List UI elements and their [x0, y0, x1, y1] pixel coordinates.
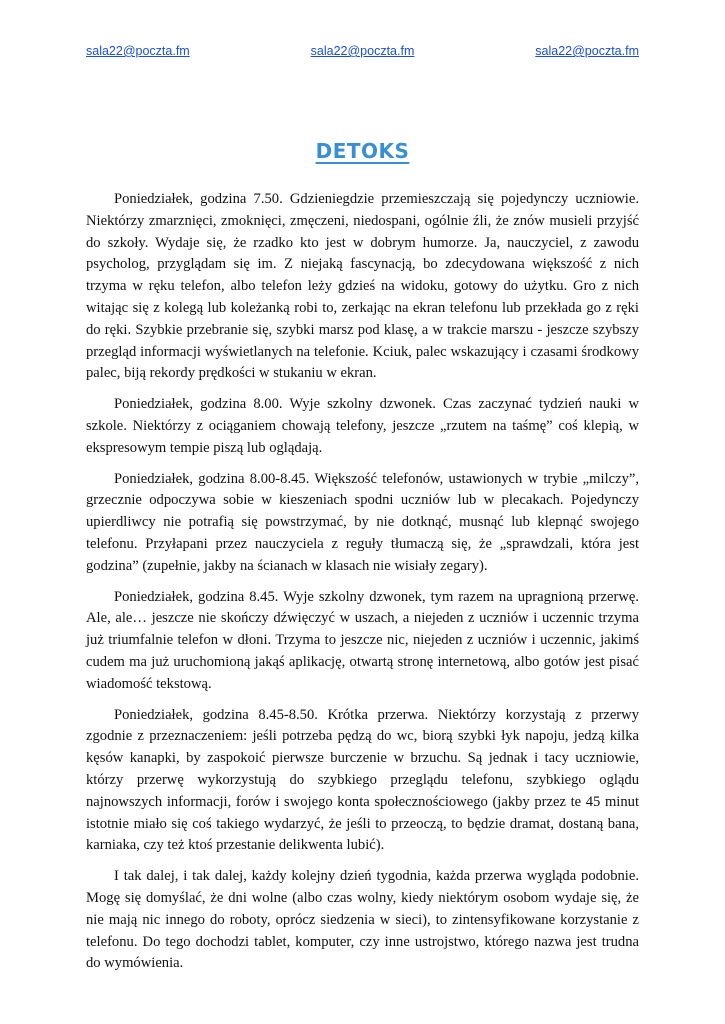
paragraph: Poniedziałek, godzina 8.45-8.50. Krótka przerwa. Niektórzy korzystają z przerwy zgodnie z przeznaczeniem: jeśli potrzeba pędzą do wc, biorą szybki łyk napoju, jedzą kilka kęsów kanapki, by zaspokoić pierwsze burczenie w brzuchu. Są jednak i tacy uczniowie, którzy przerwę wykorzystują do szybkiego przeglądu telefonu, szybkiego oglądu najnowszych informacji, forów i swojego konta społecznościowego (jakby przez te 45 minut istotnie miało się coś takiego wydarzyć, że jeśli to przeoczą, to będzie dramat, dostaną bana, karniaka, czy też ktoś przestanie delikwenta lubić).: [86, 706, 639, 854]
email-link-center[interactable]: sala22@poczta.fm: [310, 44, 415, 58]
paragraph: Poniedziałek, godzina 8.45. Wyje szkolny dzwonek, tym razem na upragnioną przerwę. Ale, ale… jeszcze nie skończy dźwięczyć w uszach, a niejeden z uczniów i uczennic trzyma już triumfalnie telefon w dłoni. Trzyma to jeszcze nic, niejeden z uczniów i uczennic, jakimś cudem ma już uruchomioną jakąś aplikację, otwartą stronę internetową, albo gotów jest pisać wiadomość tekstową.: [86, 588, 639, 692]
paragraph: Poniedziałek, godzina 7.50. Gdzieniegdzie przemieszczają się pojedynczy uczniowie. Niektórzy zmarznięci, zmoknięci, zmęczeni, niedospani, ogólnie źli, że znów musieli przyjść do szkoły. Wydaje się, że rzadko kto jest w dobrym humorze. Ja, nauczyciel, z zawodu psycholog, przyglądam się im. Z niejaką fascynacją, bo zdecydowana większość z nich trzyma w ręku telefon, albo telefon leży gdzieś na widoku, gotowy do użytku. Gro z nich witając się z kolegą lub koleżanką robi to, zerkając na ekran telefonu lub przekłada go z ręki do ręki. Szybkie przebranie się, szybki marsz pod klasę, a w trakcie marszu - jeszcze szybszy przegląd informacji wyświetlanych na telefonie. Kciuk, palec wskazujący i czasami środkowy palec, biją rekordy prędkości w stukaniu w ekran.: [86, 191, 639, 382]
document-title: DETOKS: [315, 139, 410, 163]
page-header: [86, 42, 639, 60]
paragraph: Poniedziałek, godzina 8.00. Wyje szkolny dzwonek. Czas zaczynać tydzień nauki w szkole. Niektórzy z ociąganiem chowają telefony, jeszcze „rzutem na taśmę” coś klepią, w ekspresowym tempie piszą lub oglądają.: [86, 396, 639, 456]
email-link-right[interactable]: sala22@poczta.fm: [535, 44, 639, 58]
document-body: [86, 189, 639, 984]
paragraph: I tak dalej, i tak dalej, każdy kolejny dzień tygodnia, każda przerwa wygląda podobnie. Mogę się domyślać, że dni wolne (albo czas wolny, kiedy niektórym osobom wydaje się, że nie mają nic innego do roboty, oprócz siedzenia w sieci), to zintensyfikowane korzystanie z telefonu. Do tego dochodzi tablet, komputer, czy inne ustrojstwo, którego nazwa jest trudna do wymówienia.: [86, 868, 639, 972]
paragraph: Poniedziałek, godzina 8.00-8.45. Większość telefonów, ustawionych w trybie „milczy”, grzecznie odpoczywa sobie w kieszeniach spodni uczniów lub w plecakach. Pojedynczy upierdliwcy nie potrafią się powstrzymać, by nie dotknąć, musnąć lub klepnąć swojego telefonu. Przyłapani przez nauczyciela z reguły tłumaczą się, że „sprawdzali, która jest godzina” (zupełnie, jakby na ścianach w klasach nie wisiały zegary).: [86, 470, 639, 574]
email-link-left[interactable]: sala22@poczta.fm: [86, 44, 190, 58]
